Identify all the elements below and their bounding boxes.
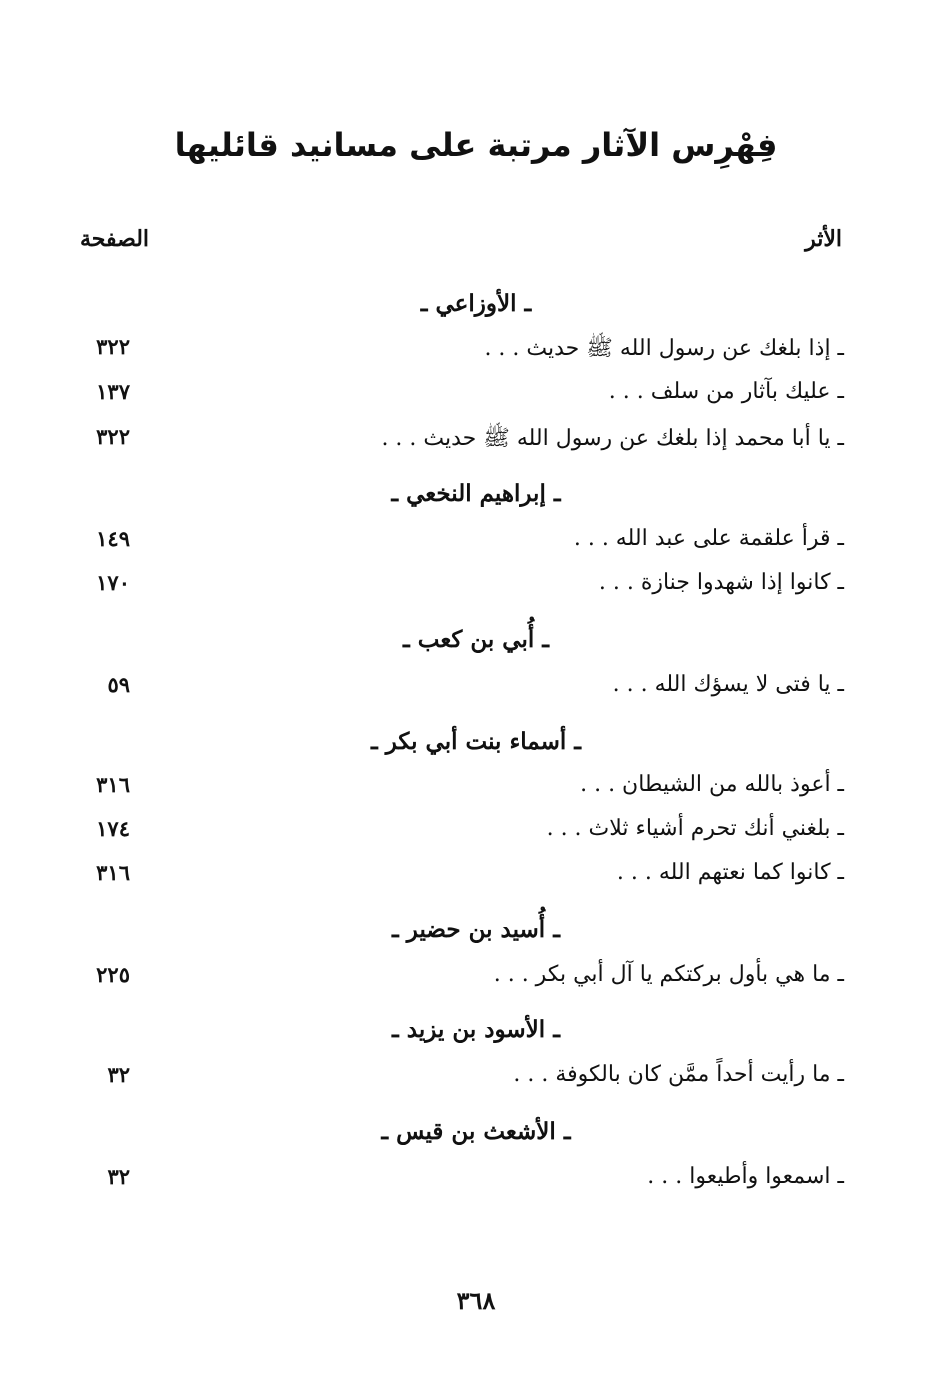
entry-page-number: ٣١٦ (96, 772, 130, 797)
entry-page-number: ٣٢٢ (96, 334, 130, 359)
entry-text: ـ ما هي بأول بركتكم يا آل أبي بكر . . . (493, 962, 844, 987)
column-header-page: الصفحة (80, 226, 150, 252)
entry-text: ـ اسمعوا وأطيعوا . . . (647, 1164, 844, 1189)
entry-text: ـ ما رأيت أحداً ممَّن كان بالكوفة . . . (513, 1062, 844, 1087)
index-entry (0, 334, 952, 370)
index-entry (0, 526, 952, 562)
entry-page-number: ٢٢٥ (96, 962, 130, 987)
narrator-heading: ـ الأسود بن يزيد ـ (392, 1016, 560, 1043)
index-entry (0, 816, 952, 852)
index-entry (0, 860, 952, 896)
index-entry (0, 424, 952, 460)
entry-page-number: ١٤٩ (96, 526, 130, 551)
entry-page-number: ٣٢ (107, 1062, 130, 1087)
narrator-heading: ـ الأشعث بن قيس ـ (381, 1118, 571, 1145)
entry-page-number: ١٧٠ (96, 570, 130, 595)
entry-text: ـ بلغني أنك تحرم أشياء ثلاث . . . (546, 816, 844, 841)
entry-page-number: ١٧٤ (96, 816, 130, 841)
entry-page-number: ٥٩ (107, 672, 130, 697)
narrator-heading: ـ أسماء بنت أبي بكر ـ (371, 728, 581, 755)
narrator-heading: ـ أُسيد بن حضير ـ (392, 916, 560, 943)
narrator-heading: ـ أُبي بن كعب ـ (402, 626, 549, 653)
entry-text: ـ كانوا كما نعتهم الله . . . (616, 860, 844, 885)
narrator-heading: ـ إبراهيم النخعي ـ (391, 480, 561, 507)
entry-text: ـ قرأ علقمة على عبد الله . . . (573, 526, 844, 551)
entry-page-number: ٣٢٢ (96, 424, 130, 449)
entry-text: ـ أعوذ بالله من الشيطان . . . (580, 772, 844, 797)
narrator-heading: ـ الأوزاعي ـ (420, 290, 532, 317)
entry-text: ـ عليك بآثار من سلف . . . (608, 379, 844, 404)
entry-page-number: ٣٢ (107, 1164, 130, 1189)
index-entry (0, 772, 952, 808)
index-entry (0, 962, 952, 998)
index-entry (0, 570, 952, 606)
index-entry (0, 379, 952, 415)
page-number: ٣٦٨ (456, 1286, 496, 1315)
entry-page-number: ١٣٧ (96, 379, 130, 404)
page-title: فِهْرِس الآثار مرتبة على مسانيد قائليها (174, 126, 778, 164)
entry-page-number: ٣١٦ (96, 860, 130, 885)
column-header-athar: الأثر (805, 226, 842, 252)
entry-text: ـ يا أبا محمد إذا بلغك عن رسول الله ﷺ حديث . . . (381, 426, 844, 451)
entry-text: ـ كانوا إذا شهدوا جنازة . . . (598, 570, 844, 595)
index-entry (0, 672, 952, 708)
index-entry (0, 1164, 952, 1200)
index-entry (0, 1062, 952, 1098)
entry-text: ـ يا فتى لا يسؤك الله . . . (612, 672, 844, 697)
entry-text: ـ إذا بلغك عن رسول الله ﷺ حديث . . . (484, 336, 844, 361)
